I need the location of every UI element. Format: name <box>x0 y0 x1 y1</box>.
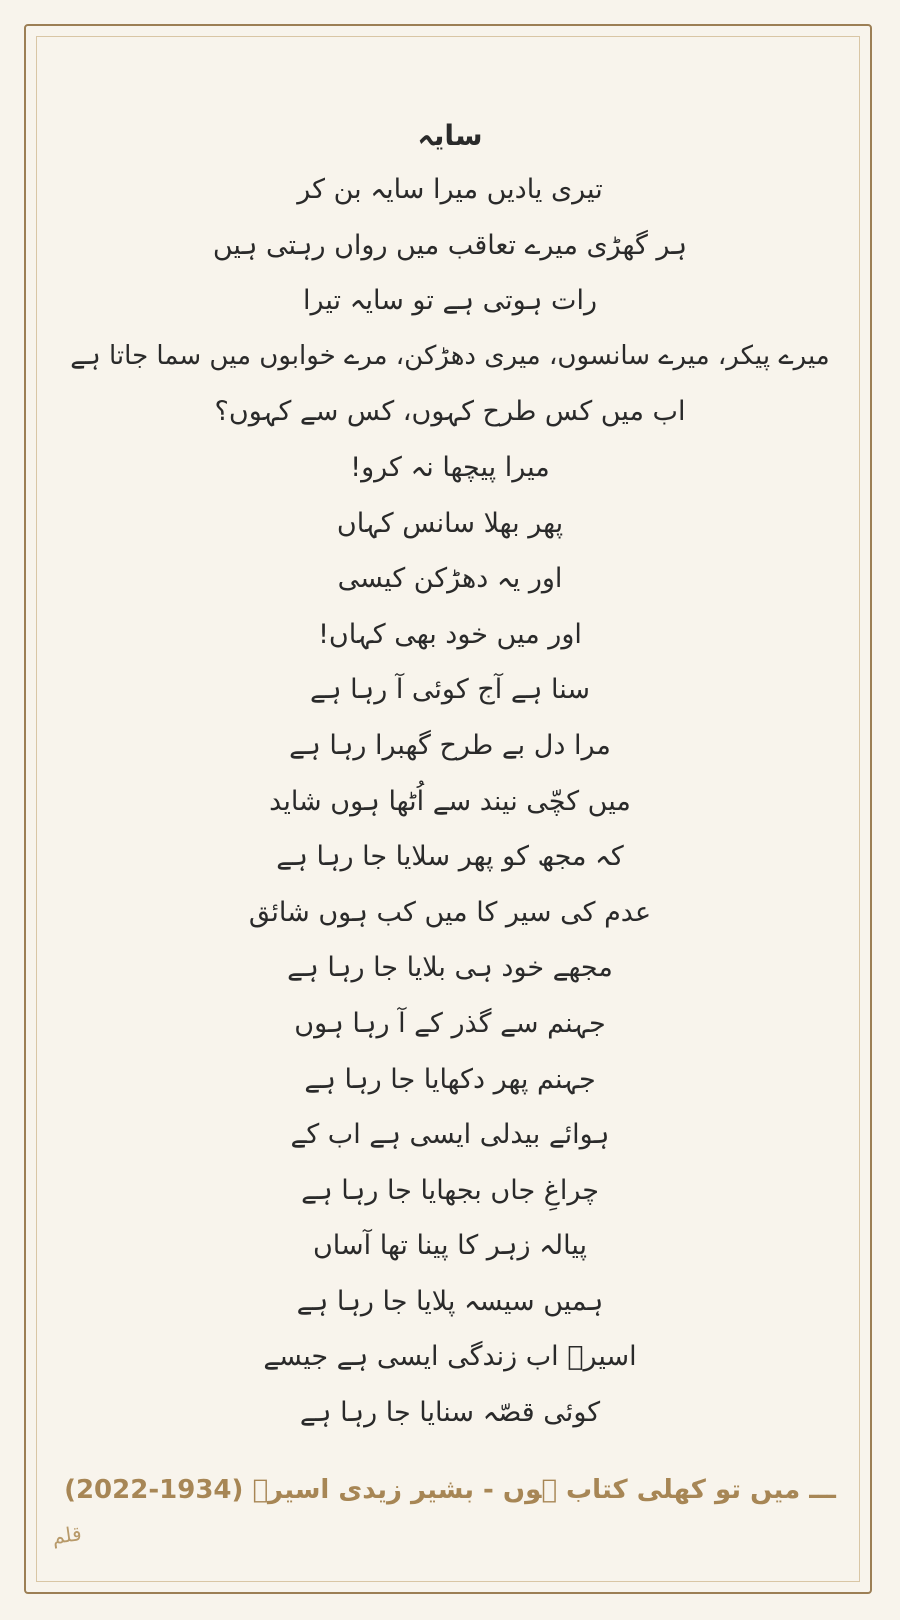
poem-line: مرا دل بے طرح گھبرا رہا ہے <box>289 729 611 761</box>
poem-line: میرا پیچھا نہ کرو! <box>350 451 550 483</box>
poem-title: سایہ <box>417 119 483 152</box>
poem-line: چراغِ جاں بجھایا جا رہا ہے <box>301 1174 599 1206</box>
poem-line: کوئی قصّہ سنایا جا رہا ہے <box>299 1397 601 1429</box>
poem-line: کہ مجھ کو پھر سلایا جا رہا ہے <box>276 841 624 873</box>
poem-line: اور میں خود بھی کہاں! <box>318 618 582 650</box>
poem-body <box>60 110 840 1441</box>
poem-line: رات ہوتی ہے تو سایہ تیرا <box>302 285 597 317</box>
poem-line: عدم کی سیر کا میں کب ہوں شائق <box>248 896 652 928</box>
qalam-logo: قلم <box>50 1521 84 1549</box>
poem-line: جہنم پھر دکھایا جا رہا ہے <box>304 1063 596 1095</box>
poem-line: میں کچّی نیند سے اُٹھا ہوں شاید <box>269 785 631 817</box>
poem-line: جہنم سے گذر کے آ رہا ہوں <box>294 1007 606 1039</box>
poem-line: پھر بھلا سانس کہاں <box>336 507 564 539</box>
poem-line: پیالہ زہر کا پینا تھا آساں <box>312 1230 588 1262</box>
poem-line: اب میں کس طرح کہوں، کس سے کہوں؟ <box>214 396 686 428</box>
poem-line: اسیرؔ اب زندگی ایسی ہے جیسے <box>263 1341 637 1373</box>
poem-line: مجھے خود ہی بلایا جا رہا ہے <box>287 952 613 984</box>
poem-attribution: ـــ میں تو کھلی کتاب ہوں - بشیر زیدی اسیرؔ (1934-2022) <box>64 1475 836 1505</box>
poem-line: ہمیں سیسہ پلایا جا رہا ہے <box>296 1285 604 1317</box>
poem-line: ہوائے بیدلی ایسی ہے اب کے <box>290 1119 610 1151</box>
poem-line: تیری یادیں میرا سایہ بن کر <box>297 174 603 205</box>
poem-line: سنا ہے آج کوئی آ رہا ہے <box>309 674 591 706</box>
poem-line: میرے پیکر، میرے سانسوں، میری دھڑکن، مرے خوابوں میں سما جاتا ہے <box>70 340 830 371</box>
poem-line: ہر گھڑی میرے تعاقب میں رواں رہتی ہیں <box>212 229 688 261</box>
poem-line: اور یہ دھڑکن کیسی <box>337 563 563 595</box>
